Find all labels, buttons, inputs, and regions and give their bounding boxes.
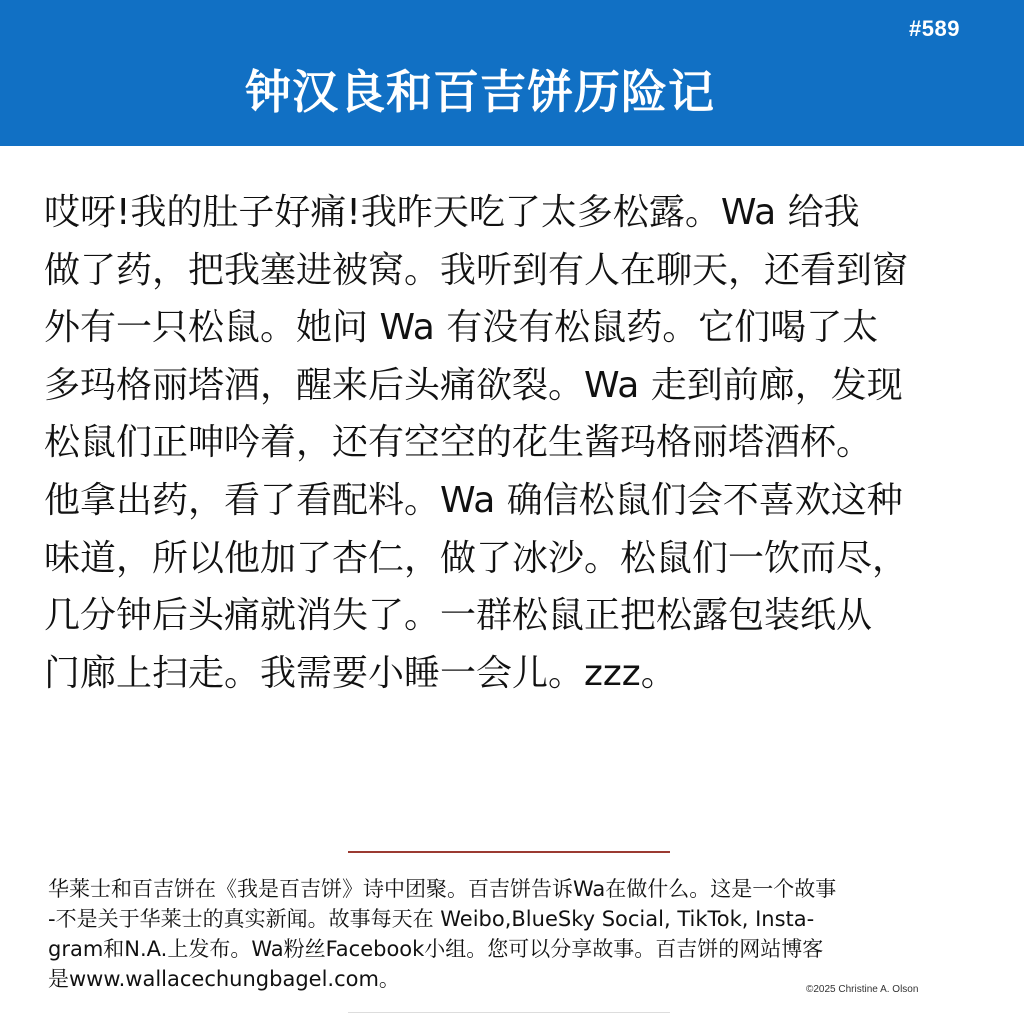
story-line: 多玛格丽塔酒，醒来后头痛欲裂。Wa 走到前廊，发现: [44, 364, 903, 406]
story-line: 做了药，把我塞进被窝。我听到有人在聊天，还看到窗: [44, 249, 909, 291]
story-line: 他拿出药，看了看配料。Wa 确信松鼠们会不喜欢这种: [44, 479, 903, 521]
footnote-line: 华莱士和百吉饼在《我是百吉饼》诗中团聚。百吉饼告诉Wa在做什么。这是一个故事: [48, 877, 837, 901]
page-title: 钟汉良和百吉饼历险记: [245, 65, 715, 119]
footnote-line: gram和N.A.上发布。Wa粉丝Facebook小组。您可以分享故事。百吉饼的网站博客: [48, 937, 824, 961]
story-line: 外有一只松鼠。她问 Wa 有没有松鼠药。它们喝了太: [44, 307, 879, 349]
section-divider: [348, 851, 670, 853]
story-line: 几分钟后头痛就消失了。一群松鼠正把松露包装纸从: [44, 595, 873, 637]
header-banner: [0, 0, 1024, 146]
footnote-line: 是www.wallacechungbagel.com。: [48, 967, 400, 991]
episode-number: #589: [909, 16, 960, 41]
story-line: 门廊上扫走。我需要小睡一会儿。zzz。: [44, 652, 677, 694]
story-text: [44, 184, 978, 704]
story-line: 味道，所以他加了杏仁，做了冰沙。松鼠们一饮而尽，: [44, 537, 909, 579]
footnote: [48, 874, 978, 994]
footnote-line: -不是关于华莱士的真实新闻。故事每天在 Weibo,BlueSky Social, TikTok, Insta-: [48, 907, 815, 931]
bottom-divider: [348, 1012, 670, 1013]
copyright-notice: ©2025 Christine A. Olson: [806, 984, 919, 995]
story-line: 哎呀!我的肚子好痛!我昨天吃了太多松露。Wa 给我: [44, 192, 860, 233]
story-line: 松鼠们正呻吟着，还有空空的花生酱玛格丽塔酒杯。: [44, 422, 873, 464]
